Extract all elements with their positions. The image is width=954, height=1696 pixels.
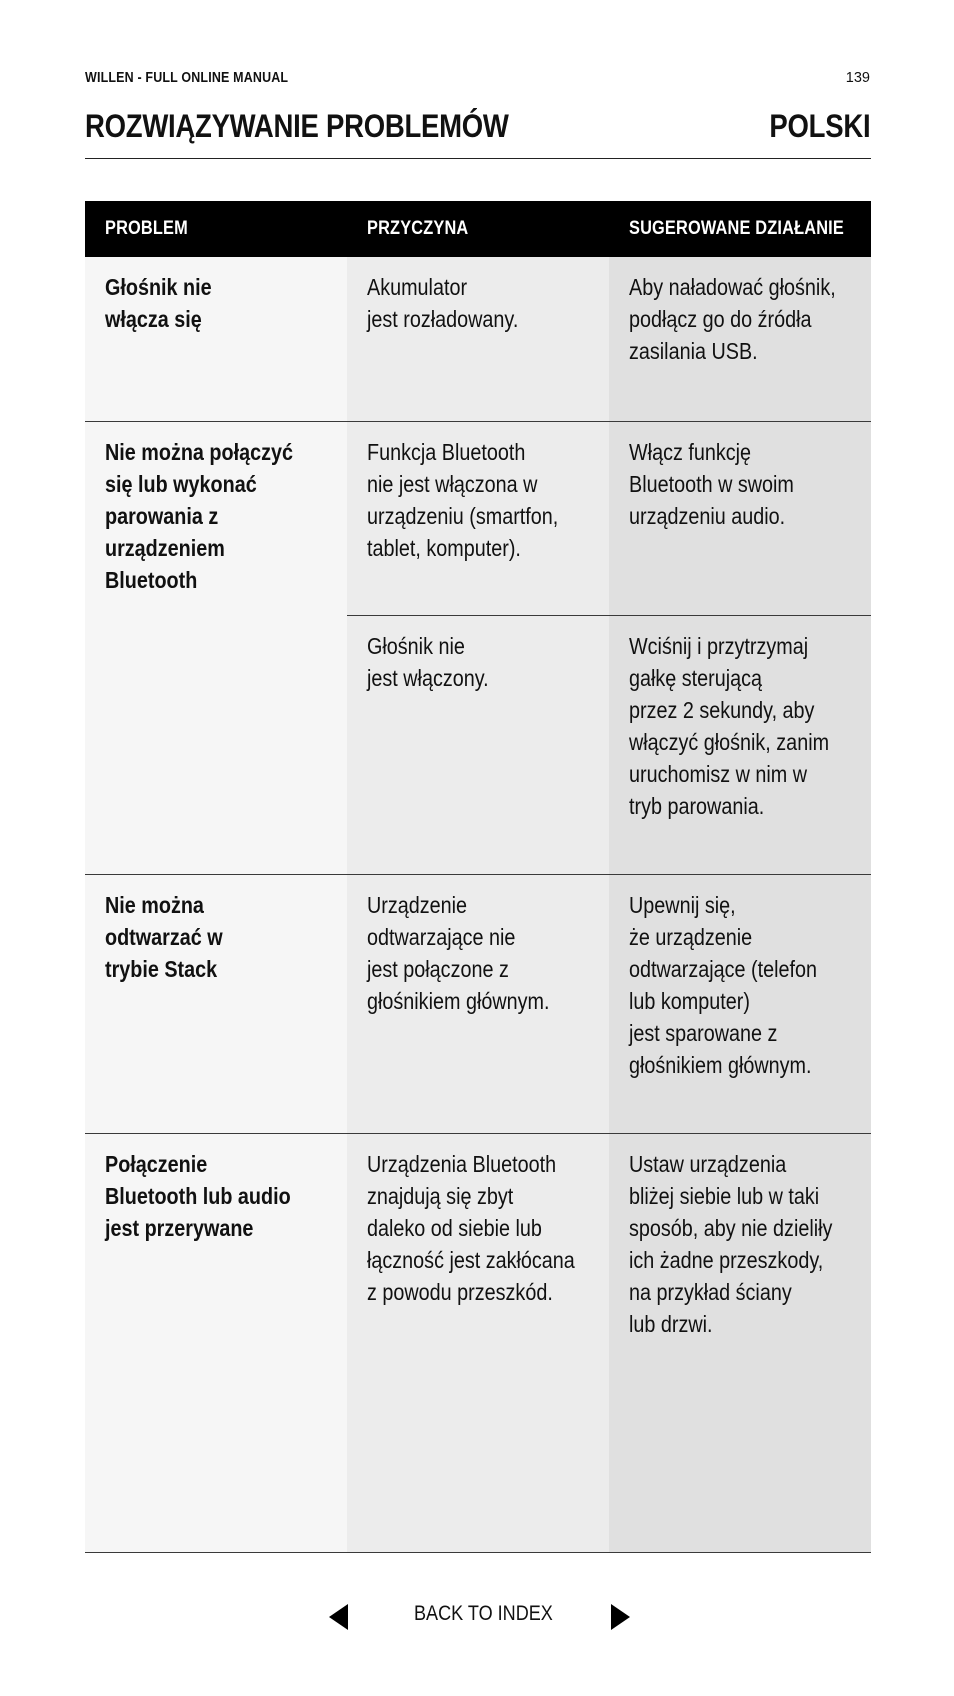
cause-cell: Funkcja Bluetooth nie jest włączona w urządzeniu (smartfon, tablet, komputer). [347,422,609,616]
action-cell: Aby naładować głośnik, podłącz go do źródła zasilania USB. [609,257,871,422]
cause-cell: Urządzenia Bluetooth znajdują się zbyt daleko od siebie lub łączność jest zakłócana z powodu przeszkód. [347,1134,609,1553]
column-header-cause: PRZYCZYNA [347,201,609,257]
action-cell: Wciśnij i przytrzymaj gałkę sterującą przez 2 sekundy, aby włączyć głośnik, zanim uruchomisz w nim w tryb parowania. [609,616,871,875]
page-number: 139 [845,70,870,86]
document-name: WILLEN - FULL ONLINE MANUAL [85,70,289,86]
cause-cell: Urządzenie odtwarzające nie jest połączone z głośnikiem głównym. [347,875,609,1134]
column-header-action: SUGEROWANE DZIAŁANIE [609,201,871,257]
language-label: POLSKI [769,108,870,144]
action-cell: Włącz funkcję Bluetooth w swoim urządzeniu audio. [609,422,871,616]
problem-cell: Połączenie Bluetooth lub audio jest przerywane [85,1134,347,1553]
problem-cell: Głośnik nie włącza się [85,257,347,422]
header-divider [85,158,871,159]
cause-cell: Głośnik nie jest włączony. [347,616,609,875]
triangle-left-icon[interactable] [329,1604,348,1630]
back-to-index-link[interactable]: BACK TO INDEX [414,1602,553,1625]
action-cell: Ustaw urządzenia bliżej siebie lub w taki sposób, aby nie dzieliły ich żadne przeszkody, na przykład ściany lub drzwi. [609,1134,871,1553]
troubleshooting-table [85,201,871,1553]
action-cell: Upewnij się, że urządzenie odtwarzające (telefon lub komputer) jest sparowane z głośnikiem głównym. [609,875,871,1134]
table-row [85,875,871,1134]
footer-navigation [0,1592,954,1642]
table-row [85,422,871,616]
problem-cell: Nie można odtwarzać w trybie Stack [85,875,347,1134]
table-header-row [85,201,871,257]
table-row [85,1134,871,1553]
column-header-problem: PROBLEM [85,201,347,257]
cause-cell: Akumulator jest rozładowany. [347,257,609,422]
triangle-right-icon[interactable] [611,1604,630,1630]
page-title: ROZWIĄZYWANIE PROBLEMÓW [85,108,509,144]
table-row [85,257,871,422]
problem-cell: Nie można połączyć się lub wykonać parowania z urządzeniem Bluetooth [85,422,347,875]
